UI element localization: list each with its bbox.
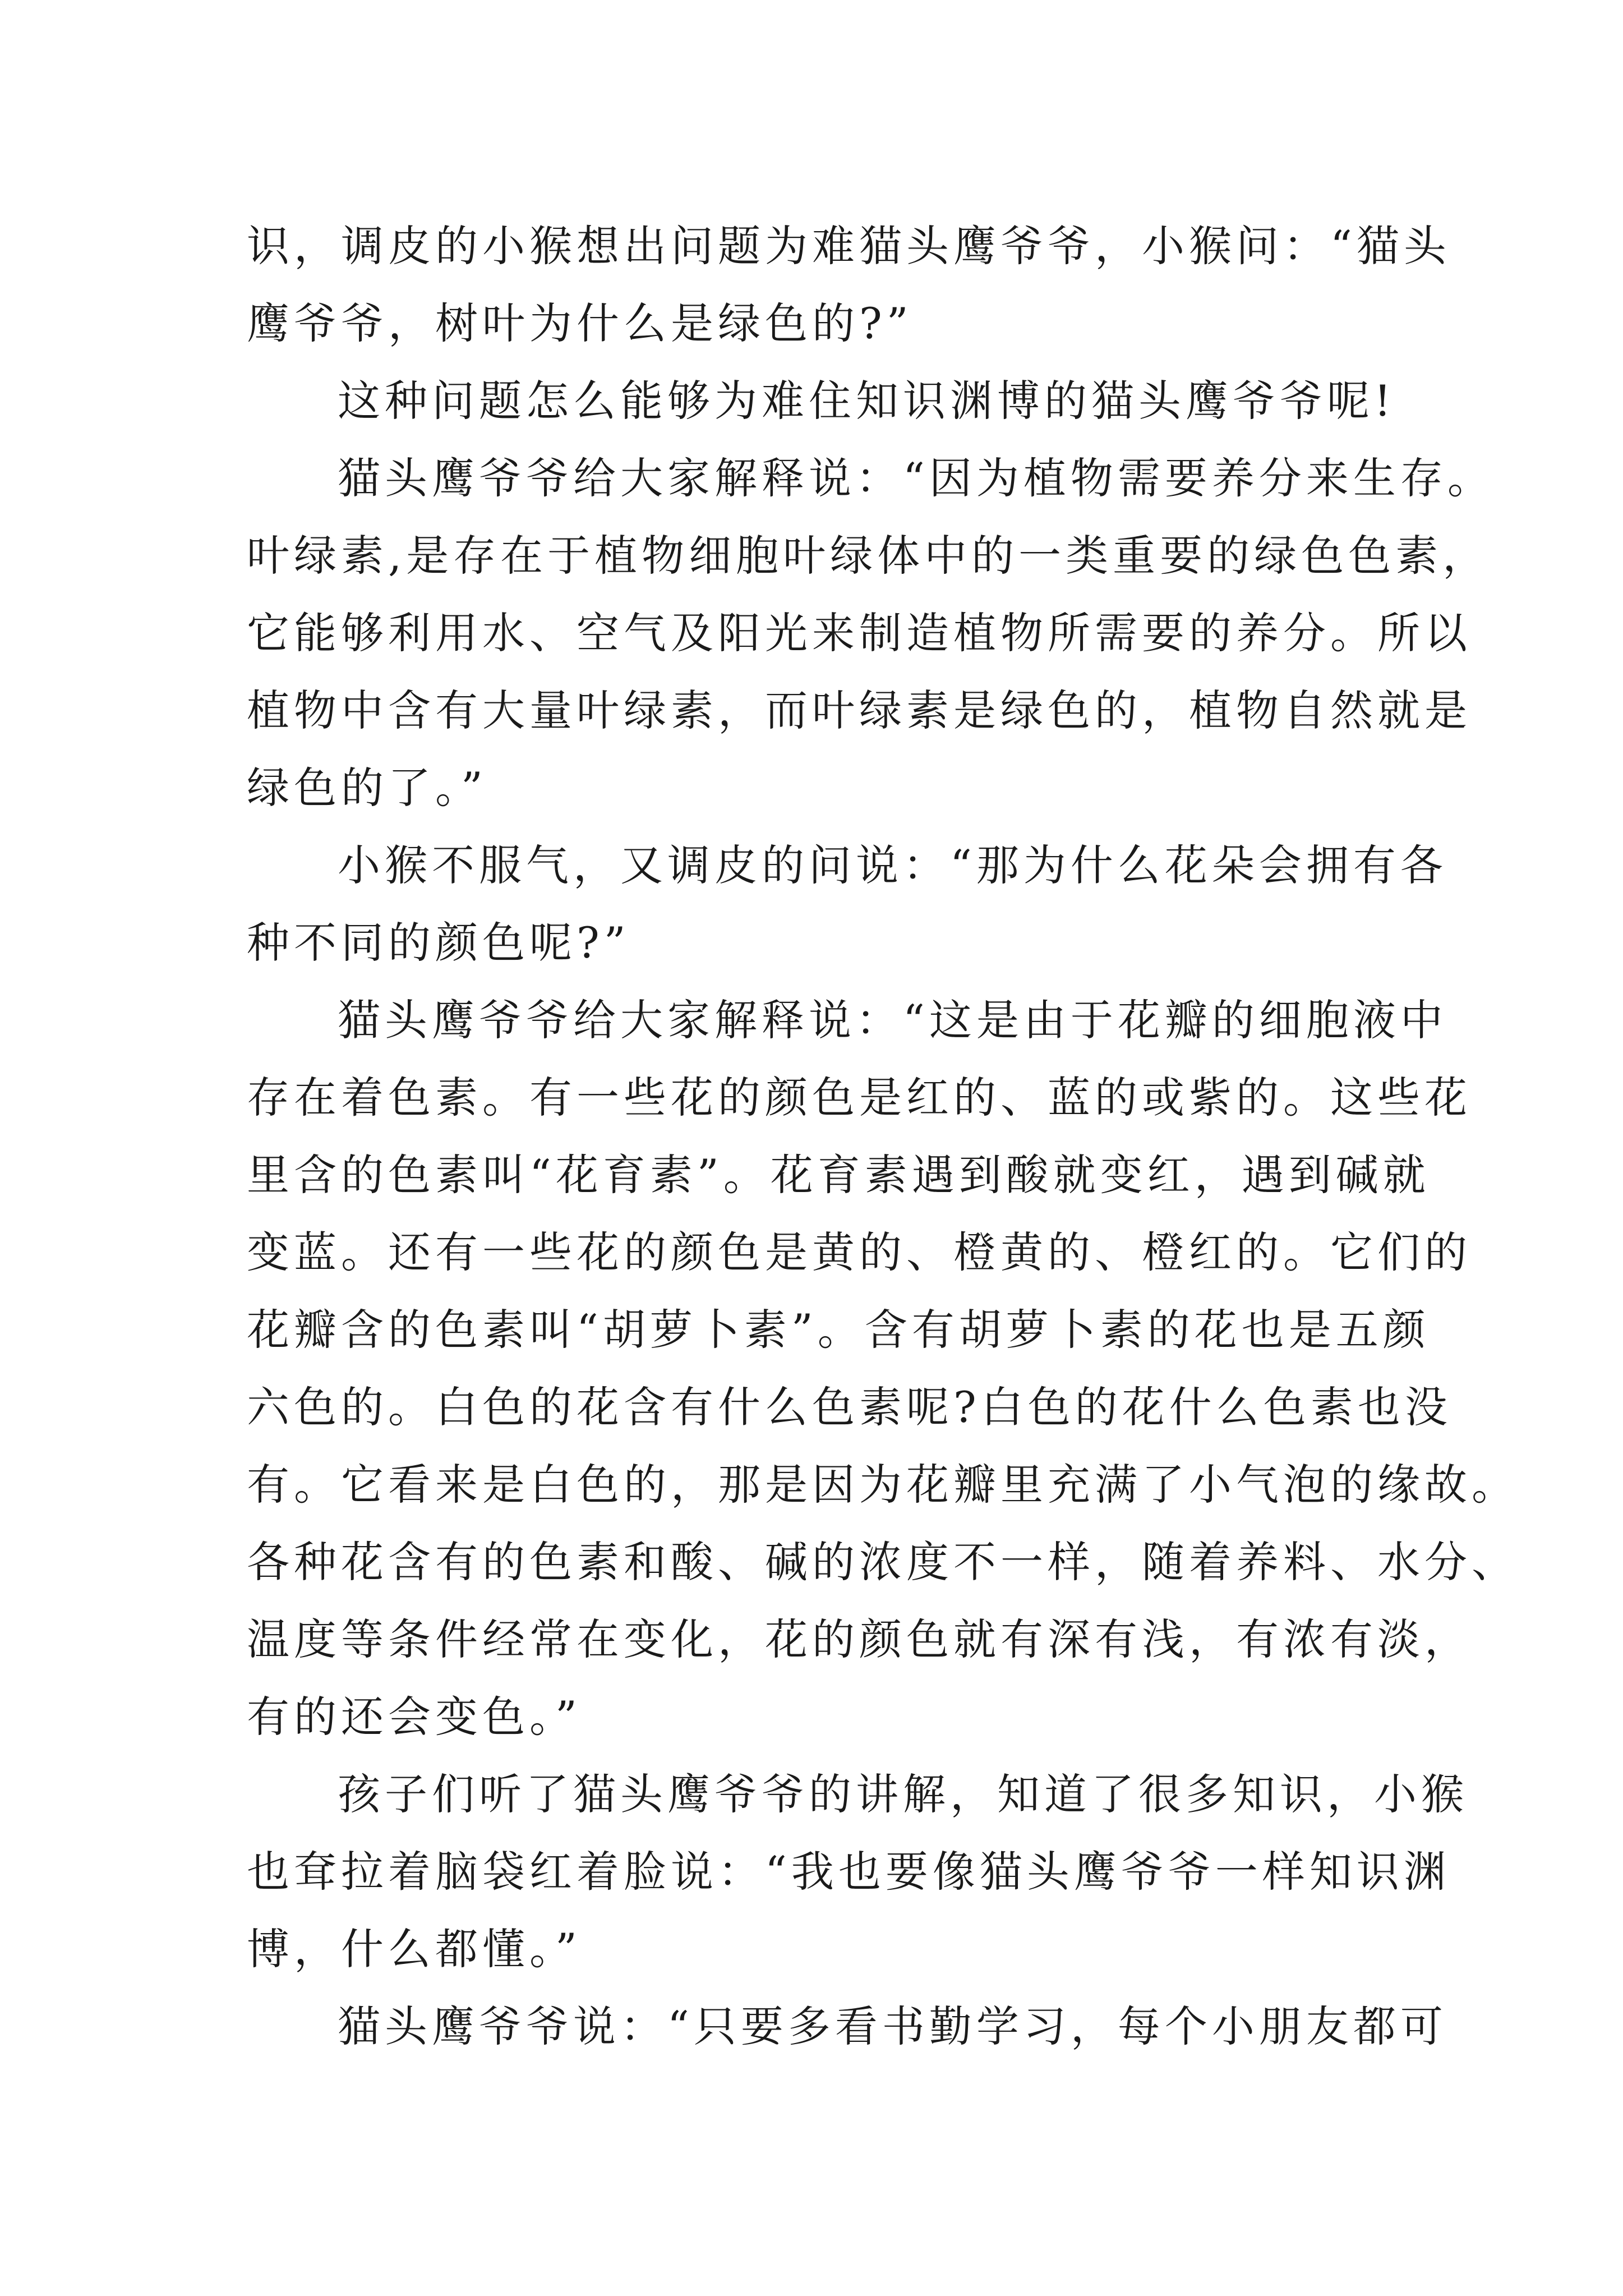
text-line: 猫头鹰爷爷给大家解释说：“因为植物需要养分来生存。: [338, 453, 1495, 503]
paragraph: [247, 362, 1396, 440]
paragraph: [247, 440, 1495, 827]
text-line: 博，什么都懂。”: [247, 1924, 582, 1974]
text-line: 存在着色素。有一些花的颜色是红的、蓝的或紫的。这些花: [247, 1073, 1472, 1122]
text-line: 种不同的颜色呢?”: [247, 918, 630, 968]
text-line: 这种问题怎么能够为难住知识渊博的猫头鹰爷爷呢!: [338, 376, 1396, 426]
text-line: 变蓝。还有一些花的颜色是黄的、橙黄的、橙红的。它们的: [247, 1227, 1472, 1277]
text-line: 孩子们听了猫头鹰爷爷的讲解，知道了很多知识，小猴: [338, 1769, 1468, 1819]
text-line: 猫头鹰爷爷给大家解释说：“这是由于花瓣的细胞液中: [338, 995, 1447, 1045]
text-line: 小猴不服气，又调皮的问说：“那为什么花朵会拥有各: [338, 840, 1447, 890]
paragraph: [247, 1988, 1447, 2065]
text-line: 它能够利用水、空气及阳光来制造植物所需要的养分。所以: [247, 608, 1472, 658]
paragraph: [247, 208, 1451, 362]
paragraph: [247, 1756, 1468, 1988]
paragraph: [247, 982, 1519, 1756]
text-line: 六色的。白色的花含有什么色素呢?白色的花什么色素也没: [247, 1382, 1452, 1432]
text-line: 也耷拉着脑袋红着脸说：“我也要像猫头鹰爷爷一样知识渊: [247, 1847, 1451, 1897]
text-line: 植物中含有大量叶绿素，而叶绿素是绿色的，植物自然就是: [247, 685, 1472, 735]
text-line: 温度等条件经常在变化，花的颜色就有深有浅，有浓有淡，: [247, 1614, 1472, 1664]
text-line: 叶绿素,是存在于植物细胞叶绿体中的一类重要的绿色色素，: [247, 531, 1490, 581]
text-line: 绿色的了。”: [247, 763, 487, 813]
text-line: 里含的色素叫“花育素”。花育素遇到酸就变红，遇到碱就: [247, 1150, 1430, 1200]
paragraph: [247, 827, 1447, 982]
text-line: 有。它看来是白色的，那是因为花瓣里充满了小气泡的缘故。: [247, 1460, 1519, 1510]
text-line: 各种花含有的色素和酸、碱的浓度不一样，随着养料、水分、: [247, 1537, 1519, 1587]
text-line: 猫头鹰爷爷说：“只要多看书勤学习，每个小朋友都可: [338, 2001, 1447, 2051]
text-line: 识，调皮的小猴想出问题为难猫头鹰爷爷，小猴问：“猫头: [247, 221, 1451, 271]
body-text: [247, 208, 1519, 2065]
text-line: 花瓣含的色素叫“胡萝卜素”。含有胡萝卜素的花也是五颜: [247, 1305, 1430, 1355]
text-line: 有的还会变色。”: [247, 1692, 582, 1742]
text-line: 鹰爷爷，树叶为什么是绿色的?”: [247, 298, 913, 348]
